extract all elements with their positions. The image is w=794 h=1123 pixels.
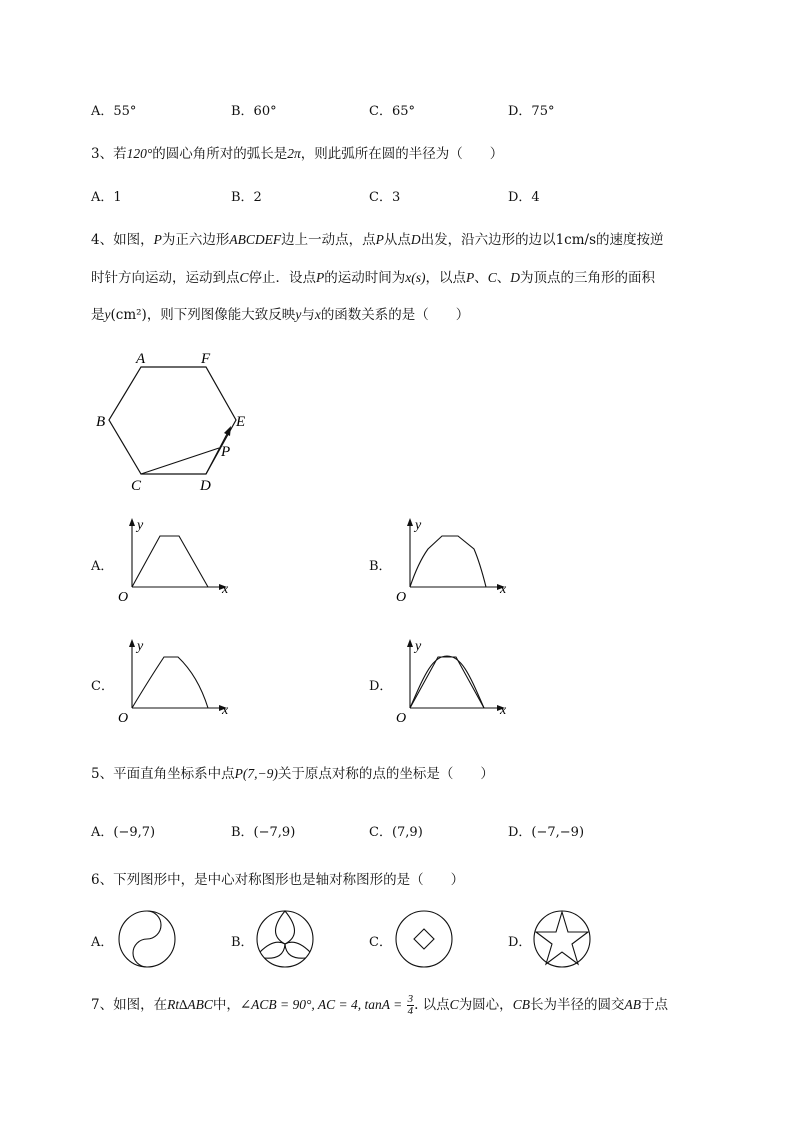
q6-figure-a-yinyang <box>116 908 178 970</box>
q6-figure-c-coin <box>393 908 455 970</box>
q4-graph-label-d: D． <box>369 679 393 694</box>
q3-stem: 3、若120°的圆心角所对的弧长是2π，则此弧所在圆的半径为（ ） <box>91 146 504 162</box>
q2-option-c: C．65° <box>369 104 415 119</box>
q5-option-d: D．(−7,−9) <box>508 825 585 840</box>
arrow-head <box>224 426 231 436</box>
graph-c-origin: O <box>118 711 129 726</box>
graph-a-x-label: x <box>222 582 229 597</box>
q7-fraction: $\frac{3}{4}$ <box>407 993 414 1017</box>
graph-a-origin: O <box>118 590 129 605</box>
q3-option-c: C．3 <box>369 190 401 205</box>
graph-d-curve <box>410 656 484 708</box>
q4-line-2: 时针方向运动，运动到点C停止．设点P的运动时间为x(s)，以点P、C、D为顶点的三角形的面积 <box>91 270 656 286</box>
graph-c-x-label: x <box>222 703 229 718</box>
q6-figure-b-trefoil <box>254 908 316 970</box>
hexagon-shape <box>109 367 236 474</box>
graph-d-x-label: x <box>500 703 507 718</box>
graph-b-y-label: y <box>415 518 422 533</box>
q6-label-b: B． <box>231 935 254 950</box>
q6-stem: 6、下列图形中，是中心对称图形也是轴对称图形的是（ ） <box>91 872 465 888</box>
label-e: E <box>236 414 246 430</box>
segment-cp <box>141 448 219 474</box>
q4-graph-c <box>110 636 240 728</box>
graph-a-curve <box>132 536 208 587</box>
q6-figure-d-star <box>531 908 593 970</box>
graph-b-curve <box>410 536 486 587</box>
graph-c-curve <box>132 657 208 708</box>
q4-graph-label-b: B． <box>369 559 392 574</box>
q7-stem: 7、如图，在Rt∆ABC中，∠ACB = 90°, AC = 4, tanA = $\frac{3}{4}$ . 以点C为圆心，CB长为半径的圆交AB于点 <box>91 993 668 1017</box>
q4-graph-d <box>388 636 518 728</box>
graph-c-y-label: y <box>137 639 144 654</box>
q4-graph-b <box>388 515 518 607</box>
q3-option-b: B．2 <box>231 190 262 205</box>
q5-stem: 5、平面直角坐标系中点P(7,−9)关于原点对称的点的坐标是（ ） <box>91 766 494 782</box>
q6-label-c: C． <box>369 935 392 950</box>
q5-option-c: C．(7,9) <box>369 825 423 840</box>
q4-graph-label-c: C． <box>91 679 114 694</box>
q2-option-b: B．60° <box>231 104 277 119</box>
label-d: D <box>200 478 211 494</box>
q5-option-a: A．(−9,7) <box>91 825 156 840</box>
q2-option-d: D．75° <box>508 104 555 119</box>
graph-d-y-label: y <box>415 639 422 654</box>
label-a: A <box>136 351 146 367</box>
q2-option-a: A．55° <box>91 104 137 119</box>
q3-option-d: D．4 <box>508 190 540 205</box>
q4-line-3: 是y(cm²)，则下列图像能大致反映y与x的函数关系的是（ ） <box>91 307 470 323</box>
label-f: F <box>201 351 211 367</box>
q4-graph-a <box>110 515 240 607</box>
graph-b-x-label: x <box>500 582 507 597</box>
graph-b-origin: O <box>396 590 407 605</box>
q3-option-a: A．1 <box>91 190 122 205</box>
q6-label-d: D． <box>508 935 532 950</box>
label-b: B <box>96 414 106 430</box>
q4-line-1: 4、如图，P为正六边形ABCDEF边上一动点，点P从点D出发，沿六边形的边以1cm/s的速度按逆 <box>91 232 664 248</box>
q6-label-a: A． <box>91 935 114 950</box>
hexagon-figure <box>90 345 260 495</box>
label-c: C <box>131 478 142 494</box>
graph-d-origin: O <box>396 711 407 726</box>
label-p: P <box>221 444 231 460</box>
q4-graph-label-a: A． <box>91 559 114 574</box>
graph-a-y-label: y <box>137 518 144 533</box>
q5-option-b: B．(−7,9) <box>231 825 296 840</box>
